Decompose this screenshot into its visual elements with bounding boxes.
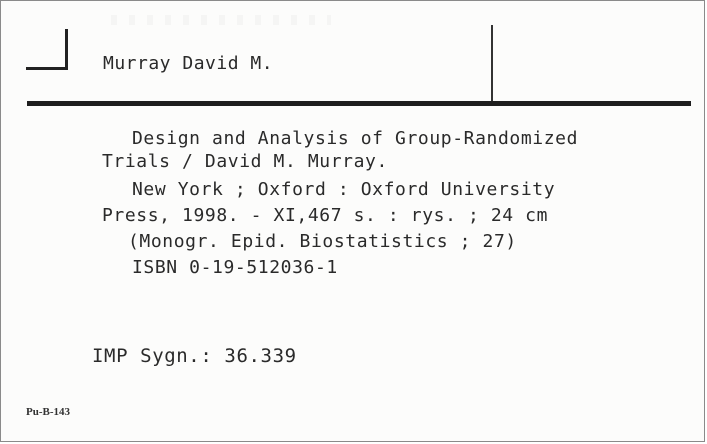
- imprint-line-1: New York ; Oxford : Oxford University: [132, 179, 556, 200]
- corner-bracket-vertical: [65, 29, 68, 69]
- library-stamp: Pu-B-143: [26, 406, 70, 418]
- series-line: (Monogr. Epid. Biostatistics ; 27): [128, 231, 517, 252]
- title-line-2: Trials / David M. Murray.: [102, 151, 388, 172]
- smudge-mark: [111, 15, 331, 25]
- title-line-1: Design and Analysis of Group-Randomized: [132, 128, 579, 149]
- heading-rule: [27, 101, 691, 106]
- heading-divider: [491, 25, 493, 102]
- corner-bracket-horizontal: [26, 67, 68, 70]
- imprint-line-2: Press, 1998. - XI,467 s. : rys. ; 24 cm: [102, 205, 549, 226]
- author-heading: Murray David M.: [103, 53, 274, 74]
- isbn-line: ISBN 0-19-512036-1: [132, 257, 338, 278]
- shelfmark: IMP Sygn.: 36.339: [92, 345, 297, 367]
